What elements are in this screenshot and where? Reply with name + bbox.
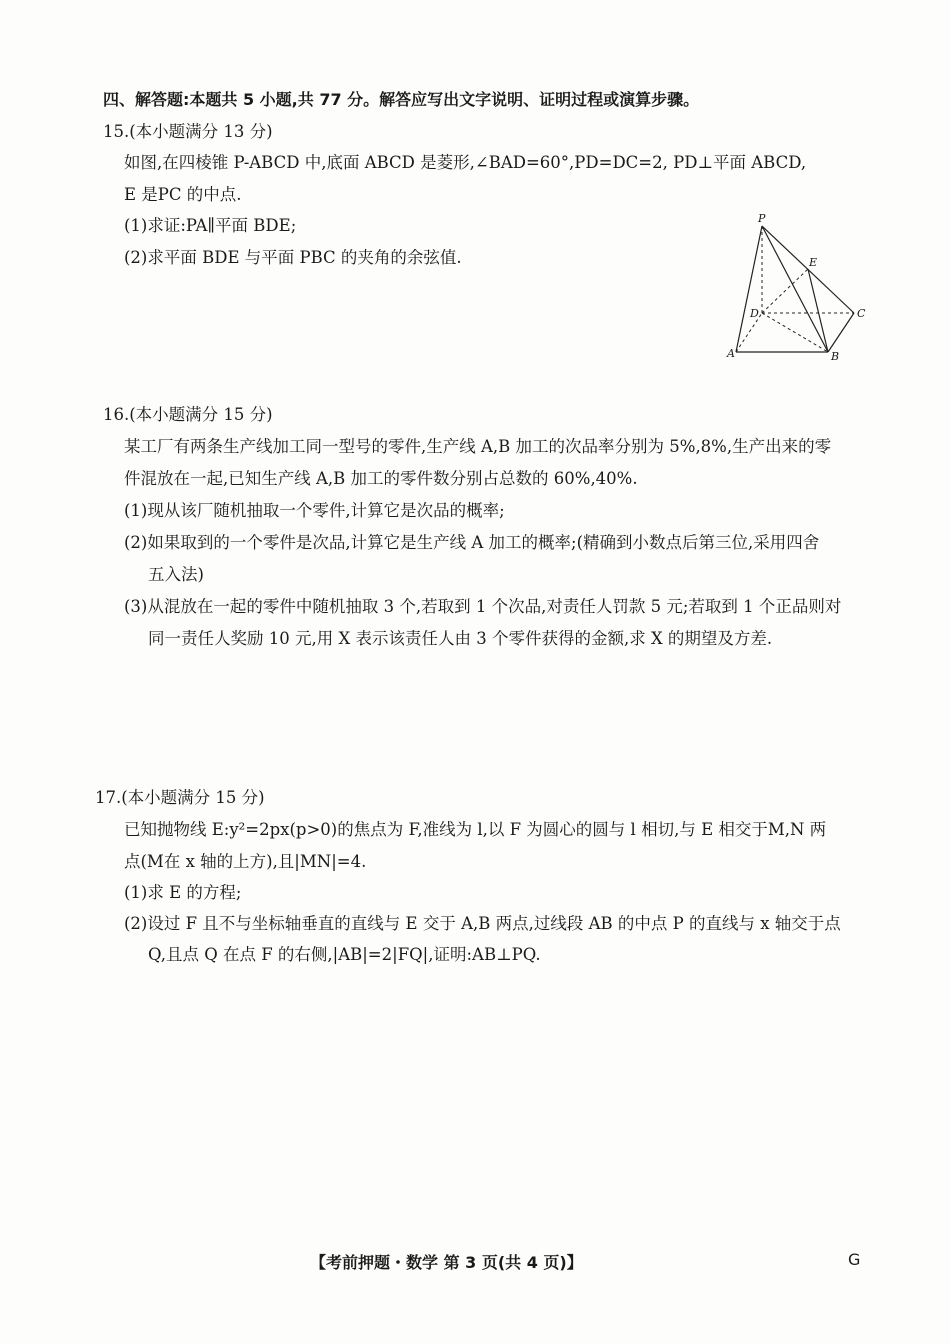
edge-BC: [828, 313, 854, 352]
pyramid-figure: [722, 212, 872, 364]
edge-PB: [762, 226, 828, 352]
q17-part2-line1: (2)设过 F 且不与坐标轴垂直的直线与 E 交于 A,B 两点,过线段 AB 的中点 P 的直线与 x 轴交于点: [124, 914, 841, 933]
paper-version-code: G: [848, 1250, 861, 1269]
q17-stem-line1: 已知抛物线 E:y²=2px(p>0)的焦点为 F,准线为 l,以 F 为圆心的圆与 l 相切,与 E 相交于M,N 两: [124, 820, 827, 839]
label-A: A: [727, 347, 735, 360]
edge-PA: [736, 226, 762, 352]
section-heading: 四、解答题:本题共 5 小题,共 77 分。解答应写出文字说明、证明过程或演算步骤。: [103, 90, 700, 109]
label-P: P: [758, 212, 766, 225]
label-E: E: [809, 256, 818, 269]
q16-part3-line2: 同一责任人奖励 10 元,用 X 表示该责任人由 3 个零件获得的金额,求 X 的期望及方差.: [148, 629, 773, 648]
label-C: C: [857, 307, 866, 320]
q17-header: 17.(本小题满分 15 分): [95, 788, 265, 807]
q16-header: 16.(本小题满分 15 分): [103, 405, 273, 424]
q17-part1: (1)求 E 的方程;: [124, 883, 242, 902]
label-D: D: [750, 307, 759, 320]
q16-part1: (1)现从该厂随机抽取一个零件,计算它是次品的概率;: [124, 501, 505, 520]
label-B: B: [831, 350, 840, 363]
q17-part2-line2: Q,且点 Q 在点 F 的右侧,|AB|=2|FQ|,证明:AB⊥PQ.: [148, 945, 541, 964]
edge-DE: [762, 269, 808, 313]
q16-part2-line2: 五入法): [148, 565, 204, 584]
q15-part1: (1)求证:PA∥平面 BDE;: [124, 216, 297, 235]
q16-part2-line1: (2)如果取到的一个零件是次品,计算它是生产线 A 加工的概率;(精确到小数点后第三位,采用四舍: [124, 533, 820, 552]
q15-header: 15.(本小题满分 13 分): [103, 122, 273, 141]
q16-stem-line1: 某工厂有两条生产线加工同一型号的零件,生产线 A,B 加工的次品率分别为 5%,8%,生产出来的零: [124, 437, 832, 456]
q15-stem-line2: E 是PC 的中点.: [124, 185, 242, 204]
page-footer-title: 【考前押题・数学 第 3 页(共 4 页)】: [310, 1253, 583, 1272]
q15-stem-line1: 如图,在四棱锥 P-ABCD 中,底面 ABCD 是菱形,∠BAD=60°,PD=DC=2, PD⊥平面 ABCD,: [124, 153, 807, 172]
q16-part3-line1: (3)从混放在一起的零件中随机抽取 3 个,若取到 1 个次品,对责任人罚款 5 元;若取到 1 个正品则对: [124, 597, 842, 616]
q17-stem-line2: 点(M在 x 轴的上方),且|MN|=4.: [124, 852, 367, 871]
q16-stem-line2: 件混放在一起,已知生产线 A,B 加工的零件数分别占总数的 60%,40%.: [124, 469, 638, 488]
q15-part2: (2)求平面 BDE 与平面 PBC 的夹角的余弦值.: [124, 248, 462, 267]
edge-EB: [808, 269, 828, 352]
